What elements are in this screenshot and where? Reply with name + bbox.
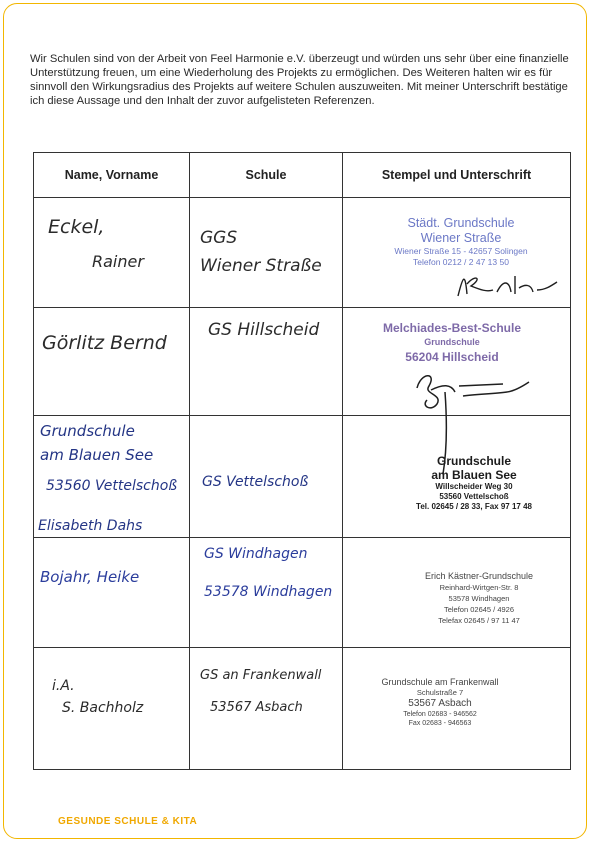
handwritten-school: 53578 Windhagen (204, 584, 333, 600)
school-stamp (409, 570, 549, 626)
header-stamp: Stempel und Unterschrift (343, 153, 571, 198)
school-stamp (365, 676, 515, 728)
handwritten-name: am Blauen See (40, 446, 154, 464)
stamp-cell (343, 198, 571, 308)
stamp-line: 56204 Hillscheid (405, 350, 499, 364)
stamp-line: Tel. 02645 / 28 33, Fax 97 17 48 (416, 502, 532, 511)
handwritten-name: Elisabeth Dahs (38, 518, 143, 534)
stamp-cell (343, 538, 571, 648)
footer-logo: GESUNDE SCHULE & KITA (58, 816, 198, 827)
school-stamp (399, 454, 549, 512)
header-name: Name, Vorname (34, 153, 190, 198)
table-row (34, 648, 571, 770)
stamp-line: Telefax 02645 / 97 11 47 (438, 616, 520, 625)
handwritten-name: Görlitz Bernd (42, 332, 167, 354)
stamp-line: Schulstraße 7 (416, 688, 464, 697)
stamp-line: Erich Kästner-Grundschule (424, 571, 534, 581)
table-row (34, 416, 571, 538)
school-cell (190, 198, 343, 308)
handwritten-name: i.A. (52, 678, 75, 694)
stamp-line: Grundschule (436, 454, 511, 468)
stamp-line: Städt. Grundschule (407, 216, 515, 230)
school-cell (190, 538, 343, 648)
name-cell (34, 308, 190, 416)
stamp-cell (343, 416, 571, 538)
school-cell (190, 416, 343, 538)
handwritten-school: GS Hillscheid (208, 320, 320, 340)
school-cell (190, 648, 343, 770)
references-table (33, 152, 571, 770)
handwritten-school: GS an Frankenwall (200, 668, 322, 683)
table-row (34, 308, 571, 416)
stamp-line: 53578 Windhagen (448, 594, 510, 603)
stamp-line: am Blauen See (431, 468, 517, 482)
name-cell (34, 198, 190, 308)
stamp-line: Willscheider Weg 30 (435, 482, 513, 491)
handwritten-name: Grundschule (40, 422, 135, 440)
table-row (34, 538, 571, 648)
stamp-line: Melchiades-Best-Schule (382, 321, 522, 335)
stamp-line: Wiener Straße 15 - 42657 Solingen (394, 246, 528, 256)
stamp-line: Grundschule am Frankenwall (381, 677, 499, 687)
table-row (34, 198, 571, 308)
handwritten-name: Rainer (92, 252, 144, 271)
signature-mark (453, 270, 563, 302)
handwritten-name: S. Bachholz (62, 700, 144, 716)
name-cell (34, 538, 190, 648)
stamp-line: 53560 Vettelschoß (439, 492, 509, 501)
stamp-line: Telefon 0212 / 2 47 13 50 (413, 257, 509, 267)
handwritten-school: Wiener Straße (200, 256, 322, 276)
handwritten-name: Bojahr, Heike (40, 568, 140, 586)
handwritten-name: 53560 Vettelschoß (46, 478, 178, 494)
handwritten-school: GGS (200, 228, 238, 248)
stamp-cell (343, 308, 571, 416)
name-cell (34, 416, 190, 538)
handwritten-school: GS Windhagen (204, 546, 308, 562)
stamp-line: Reinhard-Wirtgen-Str. 8 (439, 583, 519, 592)
stamp-line: Telefon 02683 - 946562 (403, 711, 477, 718)
stamp-line: Grundschule (424, 337, 480, 347)
handwritten-school: 53567 Asbach (210, 700, 303, 715)
stamp-cell (343, 648, 571, 770)
header-school: Schule (190, 153, 343, 198)
stamp-line: 53567 Asbach (408, 698, 472, 709)
table-header-row (34, 153, 571, 198)
school-stamp (357, 320, 547, 365)
stamp-line: Telefon 02645 / 4926 (443, 605, 515, 614)
handwritten-name: Eckel, (48, 216, 105, 238)
name-cell (34, 648, 190, 770)
school-stamp (381, 216, 541, 268)
stamp-line: Fax 02683 - 946563 (408, 720, 472, 727)
stamp-line: Wiener Straße (420, 231, 502, 245)
intro-paragraph: Wir Schulen sind von der Arbeit von Feel Harmonie e.V. überzeugt und würden uns sehr über eine finanzielle Unterstützung freuen, um eine Wiederholung des Projekts zu ermöglichen. Des Weiteren halten wir es für sinnvoll den Wirkungsradius des Projekts auf weitere Schulen auszuweiten. Mit meiner Unterschrift bestätige ich diese Aussage und den Inhalt der zuvor aufgelisteten Referenzen. (30, 53, 569, 107)
handwritten-school: GS Vettelschoß (202, 474, 309, 490)
school-cell (190, 308, 343, 416)
